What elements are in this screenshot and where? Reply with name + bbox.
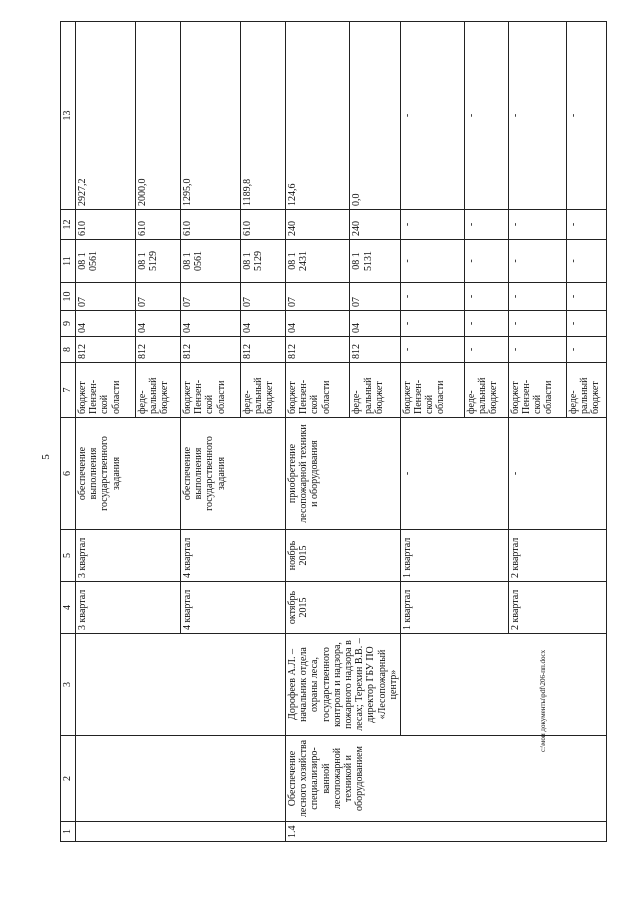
code-cell: 240 (350, 210, 401, 240)
page-number: 5 (40, 454, 52, 460)
code-cell: 610 (241, 210, 286, 240)
responsible-cell: Дорофеев А.Л. – начальник отдела охраны леса, государственного контроля и надзора, пожарного надзора в лесах; Терехин В.В. – директор ГБУ ПО «Лесопожарный центр» (286, 634, 401, 736)
code-cell: - (400, 337, 464, 363)
header-cell: 8 (61, 337, 76, 363)
amount-cell: - (400, 22, 464, 210)
start-period-cell: 4 квартал (181, 582, 286, 634)
table-row (400, 22, 464, 842)
code-cell: 812 (136, 337, 181, 363)
activity-cell: обеспечение выполнения государственного задания (181, 418, 286, 530)
code-cell: 07 (241, 283, 286, 311)
code-cell: 610 (136, 210, 181, 240)
rotated-table-wrapper (60, 22, 602, 842)
code-cell: - (464, 283, 508, 311)
funding-source-cell: феде-ральный бюджет (566, 363, 606, 418)
code-cell: - (508, 337, 566, 363)
amount-cell: - (566, 22, 606, 210)
funding-source-cell: бюджет Пензен-ской области (76, 363, 136, 418)
code-cell: 07 (76, 283, 136, 311)
code-cell: 610 (181, 210, 241, 240)
code-cell: - (464, 210, 508, 240)
end-period-cell: ноябрь 2015 (286, 530, 401, 582)
code-cell: 08 1 5129 (241, 240, 286, 283)
code-cell: 610 (76, 210, 136, 240)
funding-source-cell: феде-ральный бюджет (464, 363, 508, 418)
code-cell: 812 (76, 337, 136, 363)
activity-cell: - (400, 418, 508, 530)
code-cell: - (566, 210, 606, 240)
code-cell: 08 1 2431 (286, 240, 350, 283)
header-cell: 1 (61, 822, 76, 842)
start-period-cell: 1 квартал (400, 582, 508, 634)
code-cell: - (566, 337, 606, 363)
footer-file-path: c:\мои документы\pdf\206-пп.docx (539, 649, 547, 752)
code-cell: - (566, 240, 606, 283)
code-cell: 08 1 0561 (76, 240, 136, 283)
code-cell: 07 (350, 283, 401, 311)
header-cell: 12 (61, 210, 76, 240)
funding-source-cell: феде-ральный бюджет (136, 363, 181, 418)
amount-cell: 1295,0 (181, 22, 241, 210)
funding-source-cell: бюджет Пензен-ской области (508, 363, 566, 418)
amount-cell: - (508, 22, 566, 210)
code-cell: 812 (286, 337, 350, 363)
code-cell: - (400, 210, 464, 240)
activity-cell: обеспечение выполнения государственного задания (76, 418, 181, 530)
code-cell: 08 1 5131 (350, 240, 401, 283)
cell-empty (76, 736, 286, 822)
code-cell: 04 (136, 311, 181, 337)
header-cell: 5 (61, 530, 76, 582)
end-period-cell: 4 квартал (181, 530, 286, 582)
start-period-cell: октябрь 2015 (286, 582, 401, 634)
code-cell: 04 (181, 311, 241, 337)
amount-cell: - (464, 22, 508, 210)
code-cell: - (464, 337, 508, 363)
code-cell: - (464, 240, 508, 283)
header-cell: 2 (61, 736, 76, 822)
amount-cell: 2000,0 (136, 22, 181, 210)
start-period-cell: 3 квартал (76, 582, 181, 634)
funding-source-cell: феде-ральный бюджет (350, 363, 401, 418)
code-cell: 812 (181, 337, 241, 363)
code-cell: - (400, 240, 464, 283)
header-cell: 6 (61, 418, 76, 530)
header-cell: 10 (61, 283, 76, 311)
amount-cell: 124,6 (286, 22, 350, 210)
funding-source-cell: бюджет Пензен-ской области (181, 363, 241, 418)
code-cell: - (508, 240, 566, 283)
funding-source-cell: бюджет Пензен-ской области (286, 363, 350, 418)
header-cell: 7 (61, 363, 76, 418)
header-cell: 4 (61, 582, 76, 634)
code-cell: 240 (286, 210, 350, 240)
code-cell: - (508, 210, 566, 240)
cell-empty (76, 634, 286, 736)
header-cell: 13 (61, 22, 76, 210)
code-cell: - (464, 311, 508, 337)
cell-empty (76, 822, 286, 842)
code-cell: 08 1 0561 (181, 240, 241, 283)
cell-empty (400, 634, 606, 736)
code-cell: 04 (76, 311, 136, 337)
activity-cell: приобретение лесопожарной техники и оборудования (286, 418, 401, 530)
code-cell: - (508, 311, 566, 337)
amount-cell: 1189,8 (241, 22, 286, 210)
header-cell: 3 (61, 634, 76, 736)
table-row (76, 22, 136, 842)
code-cell: - (400, 311, 464, 337)
activity-cell: - (508, 418, 606, 530)
code-cell: 07 (181, 283, 241, 311)
funding-source-cell: бюджет Пензен-ской области (400, 363, 464, 418)
start-period-cell: 2 квартал (508, 582, 606, 634)
code-cell: 08 1 5129 (136, 240, 181, 283)
end-period-cell: 3 квартал (76, 530, 181, 582)
header-cell: 9 (61, 311, 76, 337)
code-cell: - (566, 311, 606, 337)
funding-source-cell: феде-ральный бюджет (241, 363, 286, 418)
code-cell: 812 (241, 337, 286, 363)
code-cell: 812 (350, 337, 401, 363)
amount-cell: 2927,2 (76, 22, 136, 210)
table-row (286, 22, 350, 842)
code-cell: 07 (136, 283, 181, 311)
header-row (61, 22, 76, 842)
code-cell: - (566, 283, 606, 311)
code-cell: - (400, 283, 464, 311)
budget-table (60, 21, 607, 842)
code-cell: 04 (286, 311, 350, 337)
measure-name-cell: Обеспечение лесного хозяйства специализиро-ванной лесопожарной техникой и оборудованием (286, 736, 607, 822)
code-cell: 07 (286, 283, 350, 311)
code-cell: 04 (350, 311, 401, 337)
end-period-cell: 2 квартал (508, 530, 606, 582)
header-cell: 11 (61, 240, 76, 283)
code-cell: 04 (241, 311, 286, 337)
amount-cell: 0,0 (350, 22, 401, 210)
item-number-cell: 1.4 (286, 822, 607, 842)
code-cell: - (508, 283, 566, 311)
end-period-cell: 1 квартал (400, 530, 508, 582)
